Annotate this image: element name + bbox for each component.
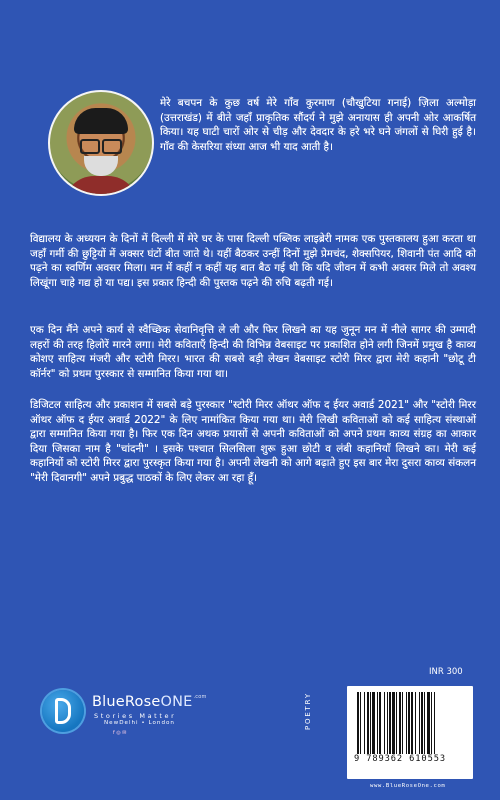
barcode-bar	[431, 692, 432, 754]
barcode-bar	[421, 692, 423, 754]
price-label: INR 300	[429, 667, 463, 677]
barcode-bar	[427, 692, 430, 754]
isbn-barcode	[347, 686, 473, 779]
barcode-bar	[424, 692, 425, 754]
website-url: www.BlueRoseOne.com	[370, 783, 446, 789]
barcode-bar	[415, 692, 416, 754]
barcode-bar	[364, 692, 365, 754]
bio-paragraph-4: डिजिटल साहित्य और प्रकाशन में सबसे बड़े पुरस्कार "स्टोरी मिरर ऑथर ऑफ द ईयर अवार्ड 2021" और "स्टोरी मिरर ऑथर ऑफ द ईयर अवार्ड 2022" के लिए नामांकित किया गया था। मेरी लिखी कविताओं को कई साहित्य संस्थाओं द्वारा सम्मानित किया गया है। फिर एक दिन अथक प्रयासों से अपनी कविताओं को अपने प्रथम काव्य संग्रह का आकार दिया जिसका नाम है "चांदनी" । इसके पश्चात सिलसिला शुरू हुआ छोटी व लंबी कहानियाँ लिखने का। मेरी कई कहानियों को स्टोरी मिरर द्वारा पुरस्कृत किया गया है। अपनी लेखनी को आगे बढ़ाते हुए इस बार मेरा दुसरा काव्य संकलन "मेरी दिवानगी" अपने प्रबुद्ध पाठकों के लिए लेकर आ रहा हूँ।	[30, 399, 476, 484]
barcode-bar	[406, 692, 407, 754]
barcode-bar	[372, 692, 375, 754]
barcode-bar	[392, 692, 395, 754]
barcode-bar	[367, 692, 369, 754]
barcode-bar	[399, 692, 401, 754]
genre-label: POETRY	[304, 692, 312, 730]
barcode-bar	[379, 692, 381, 754]
barcode-bar	[370, 692, 371, 754]
publisher-name: BlueRoseONE$^{.com}$	[92, 694, 207, 710]
isbn-number: 9 789362 610553	[354, 754, 446, 764]
barcode-bar	[377, 692, 378, 754]
publisher-logo-icon	[42, 690, 84, 732]
bio-paragraph-1: मेरे बचपन के कुछ वर्ष मेरे गाँव कुरमाण (चौखुटिया गनाई) ज़िला अल्मोड़ा (उत्तराखंड) में बीते जहाँ प्राकृतिक सौंदर्य ने मुझे अनायास ही अपनी ओर आकर्षित किया। यह घाटी चारों ओर से चीड़ और देवदार के हरे भरे घने जंगलों से घिरी हुई है। गाँव की केसरिया संध्या आज भी याद आती है।	[160, 97, 476, 153]
barcode-bar	[419, 692, 420, 754]
barcode-bar	[434, 692, 435, 754]
barcode-bar	[396, 692, 397, 754]
barcode-bar	[357, 692, 359, 754]
barcode-bars	[357, 692, 465, 754]
barcode-bar	[384, 692, 385, 754]
bio-paragraph-3: एक दिन मैंने अपने कार्य से स्वैच्छिक सेवानिवृत्ति ले ली और फिर लिखने का यह जुनून मन में नीले सागर की उम्मादी लहरों की तरह हिलोरें मारने लगा। मेरी कविताएँ हिन्दी की विभिन्न वेबसाइट पर प्रकाशित होने लगी जिनमें प्रमुख है काव्य कोशए साहित्य मंजरी और स्टोरी मिरर। भारत की सबसे बड़ी लेखन वेबसाइट स्टोरी मिरर द्वारा मेरी कहानी "छोटू टी कॉर्नर" को प्रथम पुरस्कार से सम्मानित किया गया था।	[30, 324, 476, 380]
barcode-bar	[408, 692, 410, 754]
barcode-bar	[389, 692, 391, 754]
barcode-bar	[360, 692, 361, 754]
barcode-bar	[402, 692, 403, 754]
social-icons: f ◎ ✉	[113, 730, 127, 736]
bio-paragraph-2: विद्यालय के अध्ययन के दिनों में दिल्ली में मेरे घर के पास दिल्ली पब्लिक लाइब्रेरी नामक एक पुस्तकालय हुआ करता था जहाँ गर्मी की छुट्टियों में अक्सर घंटों बीत जाते थे। यहीं बैठकर उन्हीं दिनों मुझे प्रेमचंद, शेक्सपियर, शिवानी पंत आदि को पढ़ने का स्वर्णिम अवसर मिला। मन में कहीं न कहीं यह बात बैठ गई थी कि यदि जीवन में कभी अवसर मिले तो अवश्य लिखूंगा चाहे गद्य हो या पद्य। इस प्रकार हिन्दी की पुस्तक पढ़ने की रुचि बढ़ती गई।	[30, 233, 476, 289]
publisher-cities: NewDelhi • London	[104, 720, 175, 726]
publisher-tagline: Stories Matter	[94, 712, 177, 720]
barcode-bar	[387, 692, 388, 754]
barcode-bar	[411, 692, 413, 754]
author-photo	[48, 90, 154, 196]
